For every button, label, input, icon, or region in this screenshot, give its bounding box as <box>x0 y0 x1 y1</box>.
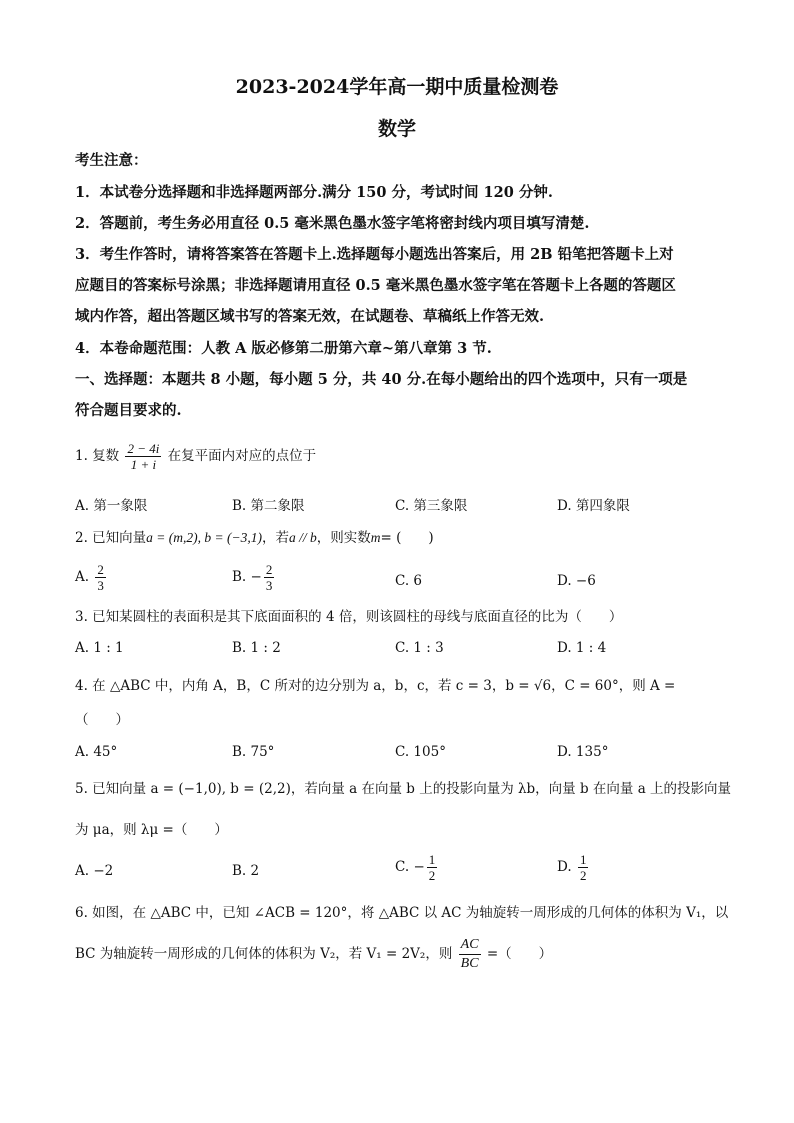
question-2-prefix: 2. 已知向量 <box>75 530 147 546</box>
question-1-option-a: A. 第一象限 <box>75 498 148 514</box>
question-2-option-c: C. 6 <box>395 573 423 589</box>
question-1-fraction-numerator: 2 − 4i <box>127 441 160 456</box>
question-5-option-c-fraction <box>427 852 438 883</box>
question-3-option-c: C. 1 : 3 <box>395 640 444 656</box>
question-6-line-2-end: =（ ） <box>486 946 553 962</box>
question-2-option-b-denominator: 3 <box>265 578 273 593</box>
question-6-ratio-fraction <box>459 936 481 973</box>
notice-heading: 考生注意： <box>75 152 148 169</box>
question-5-line-2: 为 μa，则 λμ =（ ） <box>75 822 228 838</box>
question-1-option-c: C. 第三象限 <box>395 498 468 514</box>
question-5-option-c-label: C. <box>395 859 410 875</box>
question-5-option-c-sign: − <box>413 859 425 875</box>
question-2-option-a-denominator: 3 <box>97 578 104 593</box>
question-5-option-c-numerator: 1 <box>428 852 436 867</box>
notice-item-2: 2．答题前，考生务必用直径 0.5 毫米黑色墨水签字笔将密封线内项目填写清楚. <box>75 215 590 232</box>
question-3-option-a: A. 1 : 1 <box>75 640 124 656</box>
question-5-option-d-label: D. <box>557 859 572 875</box>
question-2-end: = ( ) <box>380 530 434 546</box>
section-1-instructions-line-1: 一、选择题：本题共 8 小题，每小题 5 分，共 40 分.在每小题给出的四个选项中，只有一项是 <box>75 371 688 388</box>
question-2-option-a-label: A. <box>75 569 90 585</box>
question-6-ratio-denominator: BC <box>460 956 479 971</box>
question-2-option-d: D. −6 <box>557 573 596 589</box>
question-2-option-a-numerator: 2 <box>97 562 104 577</box>
question-1-fraction <box>125 441 161 472</box>
question-5-option-c-denominator: 2 <box>428 868 436 883</box>
question-3: 3. 已知某圆柱的表面积是其下底面面积的 4 倍，则该圆柱的母线与底面直径的比为（ ） <box>75 609 623 625</box>
question-2-mid: ，若 <box>261 530 289 546</box>
section-1-instructions-line-2: 符合题目要求的. <box>75 402 182 419</box>
question-6-line-2 <box>75 936 725 973</box>
question-2-suffix: ，则实数 <box>316 530 371 546</box>
question-5-option-a: A. −2 <box>75 863 114 879</box>
question-5-option-d-denominator: 2 <box>579 868 587 883</box>
question-6-line-1: 6. 如图，在 △ABC 中，已知 ∠ACB = 120°，将 △ABC 以 AC 为轴旋转一周形成的几何体的体积为 V₁，以 <box>75 905 729 921</box>
question-1-option-d: D. 第四象限 <box>557 498 630 514</box>
notice-item-3-line-3: 域内作答，超出答题区域书写的答案无效，在试题卷、草稿纸上作答无效. <box>75 308 545 325</box>
notice-item-1: 1．本试卷分选择题和非选择题两部分.满分 150 分，考试时间 120 分钟. <box>75 184 553 201</box>
question-2-option-b-label: B. <box>232 569 247 585</box>
question-2 <box>75 528 725 548</box>
question-2-option-b-sign: − <box>250 569 262 585</box>
question-2-option-b-numerator: 2 <box>265 562 273 577</box>
notice-item-3-line-2: 应题目的答案标号涂黑；非选择题请用直径 0.5 毫米黑色墨水签字笔在答题卡上各题的答题区 <box>75 277 676 294</box>
question-1-option-b: B. 第二象限 <box>232 498 305 514</box>
exam-title: 2023-2024学年高一期中质量检测卷 <box>235 76 559 98</box>
question-2-vectors: a = (m,2), b = (−3,1) <box>146 530 262 545</box>
question-4-option-a: A. 45° <box>75 744 118 760</box>
question-6-line-2-text: BC 为轴旋转一周形成的几何体的体积为 V₂，若 V₁ = 2V₂，则 <box>75 946 453 962</box>
question-4-option-b: B. 75° <box>232 744 275 760</box>
question-6-ratio-numerator: AC <box>459 936 481 955</box>
question-5-option-c <box>395 852 439 883</box>
question-2-variable: m <box>370 530 381 545</box>
question-3-option-d: D. 1 : 4 <box>557 640 607 656</box>
notice-item-3-line-1: 3．考生作答时，请将答案答在答题卡上.选择题每小题选出答案后，用 2B 铅笔把答题卡上对 <box>75 246 674 263</box>
notice-item-4: 4．本卷命题范围：人教 A 版必修第二册第六章~第八章第 3 节. <box>75 340 492 357</box>
question-2-option-b-fraction <box>264 562 275 593</box>
question-4: 4. 在 △ABC 中，内角 A，B，C 所对的边分别为 a，b，c，若 c = 3，b = √6，C = 60°，则 A = <box>75 678 676 694</box>
question-5-line-1: 5. 已知向量 a = (−1,0), b = (2,2)，若向量 a 在向量 b 上的投影向量为 λb，向量 b 在向量 a 上的投影向量 <box>75 781 732 797</box>
question-5-option-d <box>557 852 590 883</box>
question-5-option-b: B. 2 <box>232 863 260 879</box>
question-3-option-b: B. 1 : 2 <box>232 640 281 656</box>
question-4-option-d: D. 135° <box>557 744 609 760</box>
question-2-parallel-condition: a // b <box>288 530 317 545</box>
question-2-option-a <box>75 562 108 593</box>
question-4-blank: （ ） <box>75 712 129 728</box>
question-5-option-d-numerator: 1 <box>579 852 587 867</box>
question-5-option-d-fraction <box>578 852 589 883</box>
question-1-prefix: 1. 复数 <box>75 448 120 464</box>
subject-title: 数学 <box>377 118 416 140</box>
question-2-option-b <box>232 562 276 593</box>
question-1-fraction-denominator: 1 + i <box>130 457 157 472</box>
question-1-suffix: 在复平面内对应的点位于 <box>167 448 317 464</box>
question-1 <box>75 438 725 474</box>
question-4-option-c: C. 105° <box>395 744 446 760</box>
question-2-option-a-fraction <box>95 562 106 593</box>
